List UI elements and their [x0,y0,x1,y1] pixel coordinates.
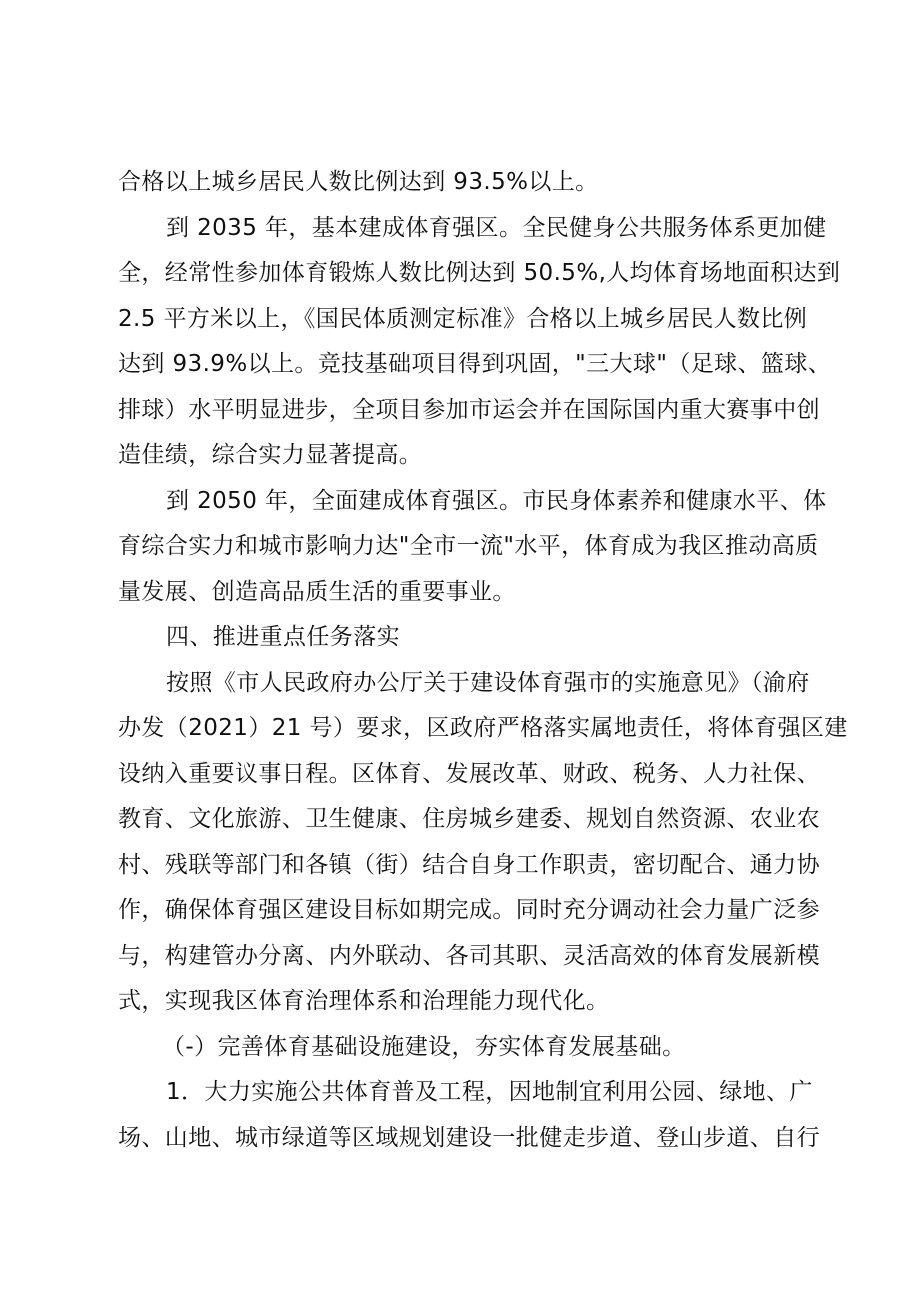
text-line: 全，经常性参加体育锻炼人数比例达到 50.5%,人均体育场地面积达到 [118,260,841,286]
text-line: 2.5 平方米以上，《国民体质测定标准》合格以上城乡居民人数比例 [118,305,808,332]
text-line: 合格以上城乡居民人数比例达到 93.5%以上。 [118,169,599,195]
text-line: 设纳入重要议事日程。区体育、发展改革、财政、税务、人力社保、 [118,760,820,787]
document-body [118,160,848,1161]
text-line: 达到 93.9%以上。竞技基础项目得到巩固，"三大球"（足球、篮球、 [118,351,832,377]
text-line: 量发展、创造高品质生活的重要事业。 [118,578,516,605]
text-line: 到 2035 年，基本建成体育强区。全民健身公共服务体系更加健 [166,214,827,241]
text-line: （-）完善体育基础设施建设，夯实体育发展基础。 [162,1033,686,1060]
text-line: 作，确保体育强区建设目标如期完成。同时充分调动社会力量广泛参 [118,897,820,923]
text-line: 场、山地、城市绿道等区域规划建设一批健走步道、登山步道、自行 [118,1124,820,1151]
text-line: 育综合实力和城市影响力达"全市一流"水平，体育成为我区推动高质 [118,533,819,559]
text-line: 四、推进重点任务落实 [166,624,400,650]
text-line: 教育、文化旅游、卫生健康、住房城乡建委、规划自然资源、农业农 [118,806,820,832]
text-line: 与，构建管办分离、内外联动、各司其职、灵活高效的体育发展新模 [118,942,820,969]
text-line: 1．大力实施公共体育普及工程，因地制宜利用公园、绿地、广 [166,1079,813,1105]
text-line: 排球）水平明显进步，全项目参加市运会并在国际国内重大赛事中创 [118,396,820,423]
text-line: 到 2050 年，全面建成体育强区。市民身体素养和健康水平、体 [166,487,827,514]
text-line: 按照《市人民政府办公厅关于建设体育强市的实施意见》（渝府 [166,669,810,696]
text-line: 造佳绩，综合实力显著提高。 [118,442,423,468]
text-line: 办发（2021）21 号）要求，区政府严格落实属地责任，将体育强区建 [118,715,848,741]
text-line: 式，实现我区体育治理体系和治理能力现代化。 [118,988,610,1014]
text-line: 村、残联等部门和各镇（街）结合自身工作职责，密切配合、通力协 [118,851,820,878]
